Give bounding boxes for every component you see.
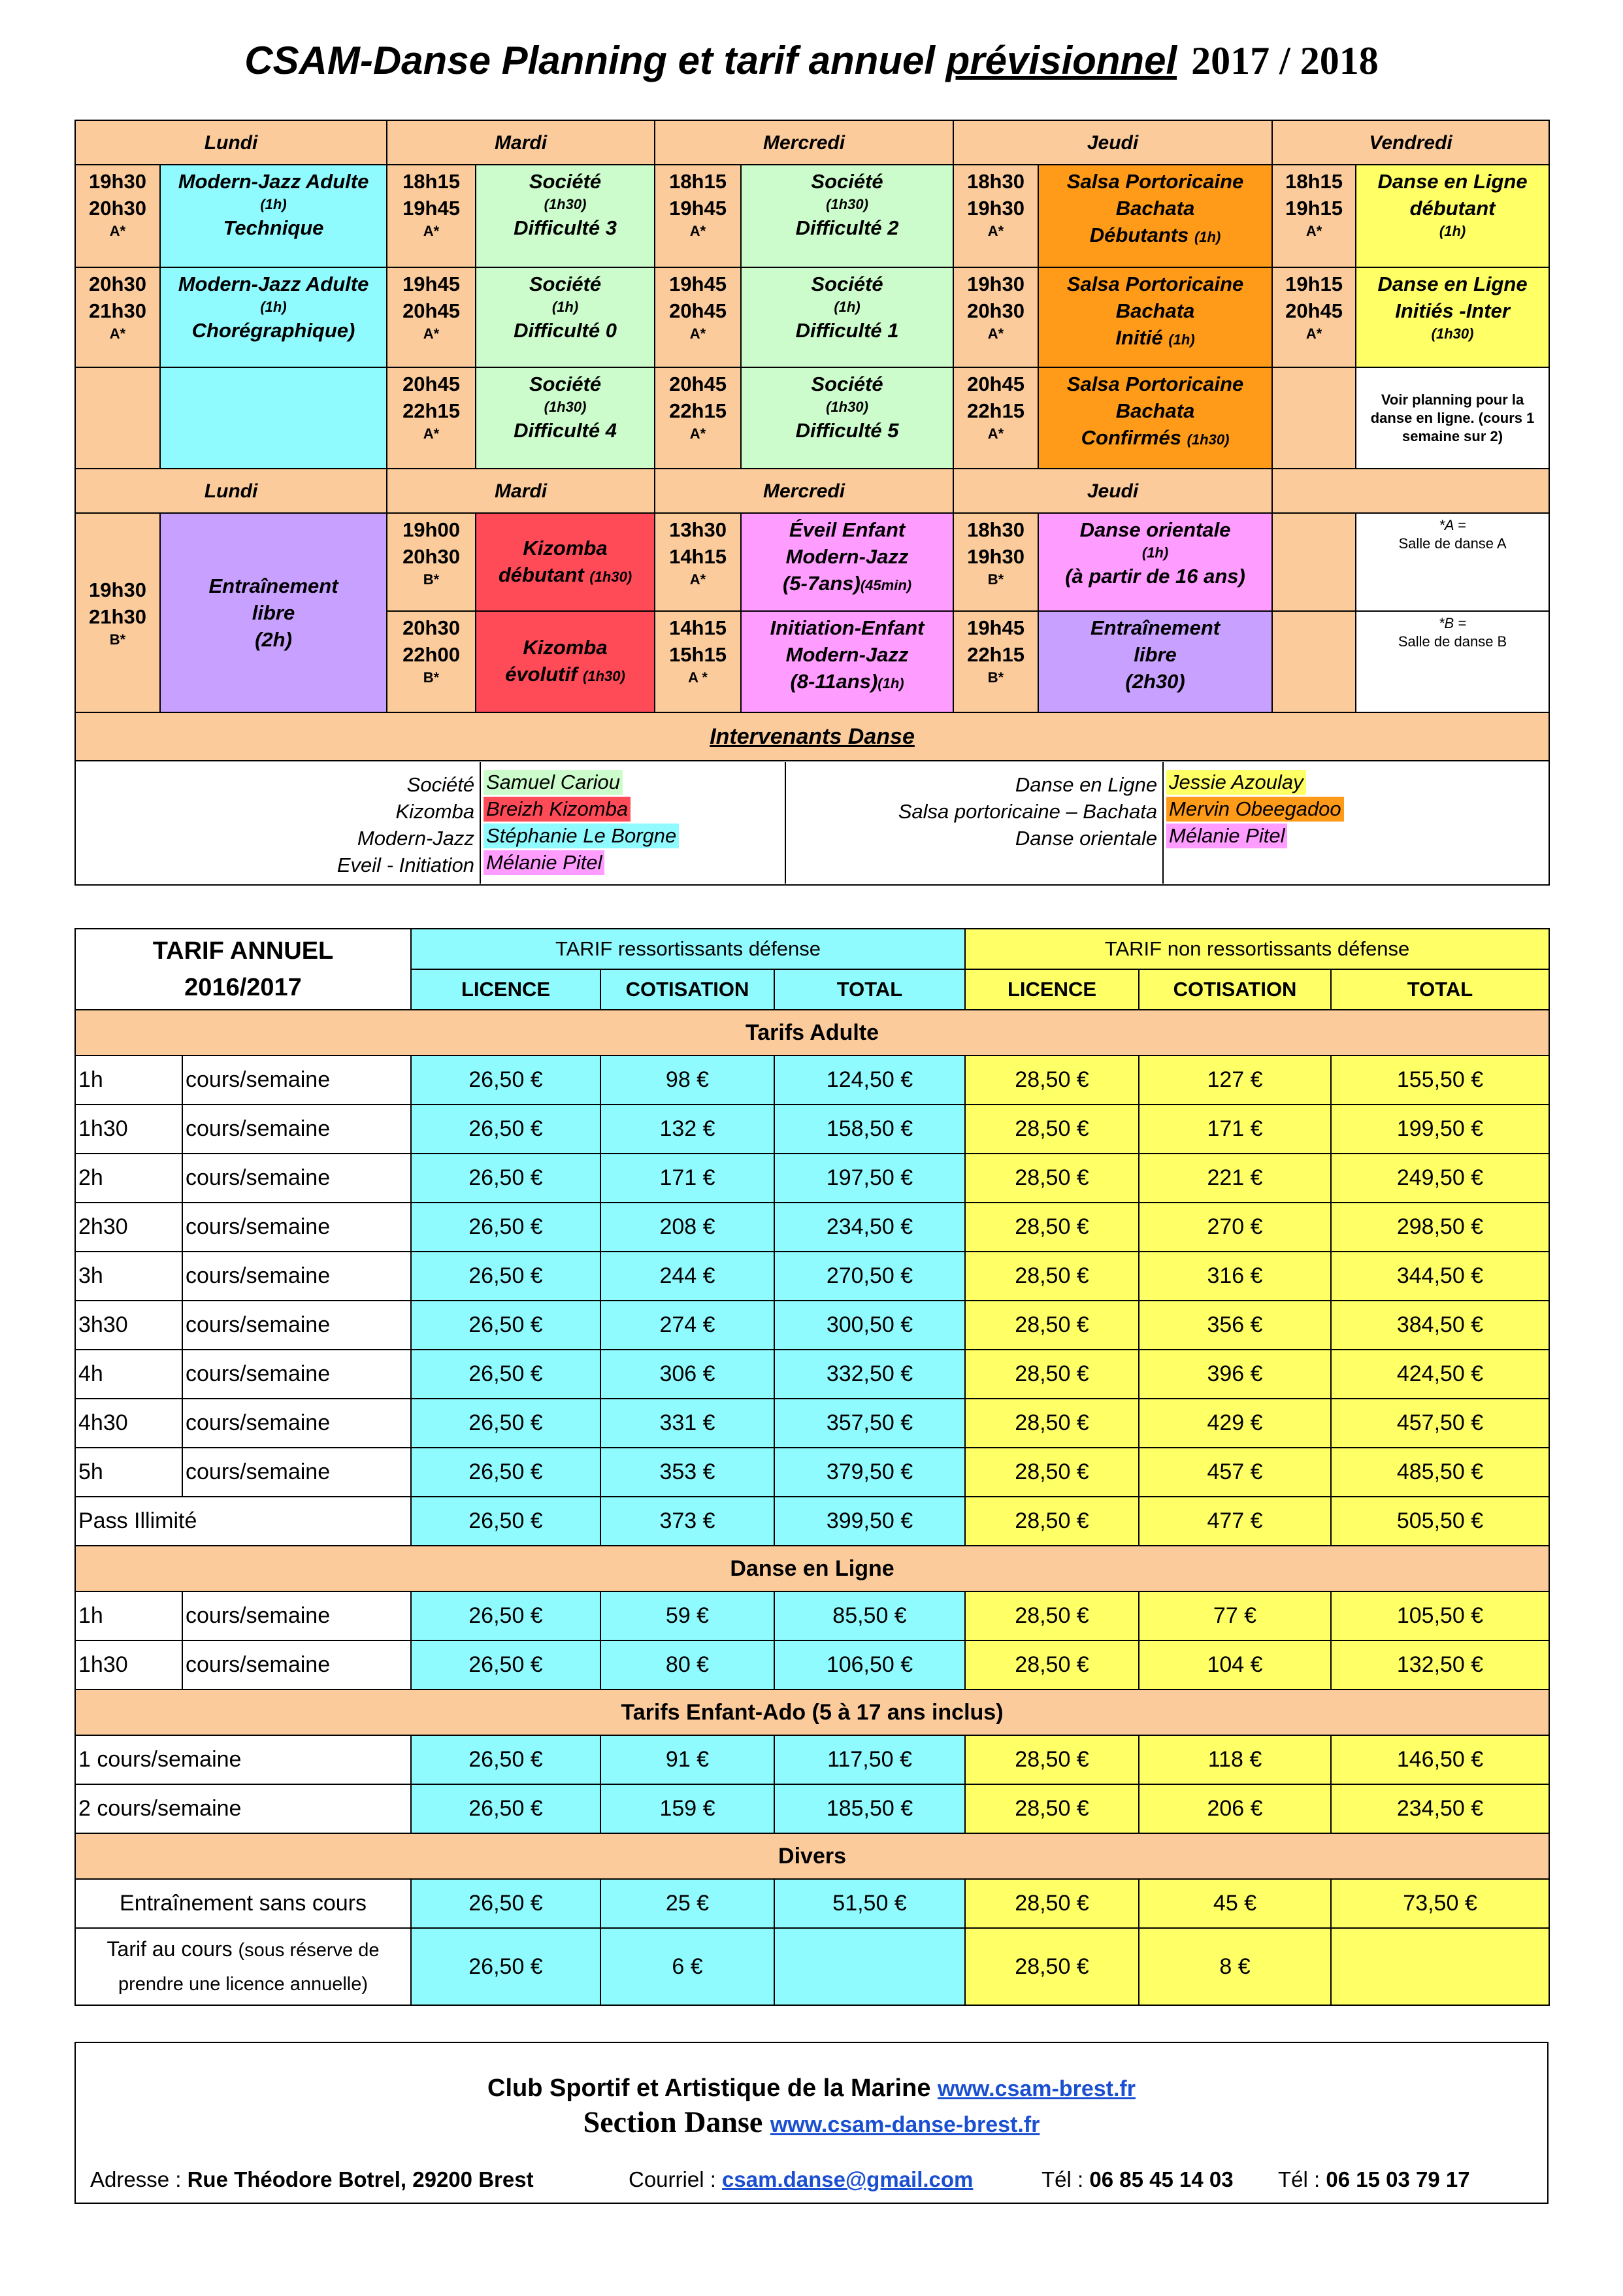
table-row bbox=[75, 1591, 1549, 1640]
col-licence: LICENCE bbox=[411, 969, 600, 1010]
tarif-value: 28,50 € bbox=[965, 1640, 1139, 1689]
table-row bbox=[75, 1448, 1549, 1497]
tarif-duration: 4h bbox=[75, 1350, 182, 1399]
tarif-value: 159 € bbox=[600, 1784, 774, 1833]
planning-table bbox=[74, 120, 1550, 886]
tarif-value: 28,50 € bbox=[965, 1784, 1139, 1833]
tarif-value: 244 € bbox=[600, 1252, 774, 1301]
col-licence: LICENCE bbox=[965, 969, 1139, 1010]
tarif-group-non-defense: TARIF non ressortissants défense bbox=[965, 929, 1549, 969]
day-header-lundi-2: Lundi bbox=[75, 469, 387, 513]
intervenant-name: Mélanie Pitel bbox=[484, 850, 604, 875]
table-row bbox=[75, 1497, 1549, 1546]
tarif-value: 457,50 € bbox=[1331, 1399, 1549, 1448]
tarif-value: 306 € bbox=[600, 1350, 774, 1399]
tarif-value: 199,50 € bbox=[1331, 1105, 1549, 1154]
time-cell: 19h15 20h45 A* bbox=[1272, 267, 1356, 367]
time-cell: 19h45 20h45 A* bbox=[655, 267, 741, 367]
table-row bbox=[75, 1735, 1549, 1784]
tarif-value: 28,50 € bbox=[965, 1497, 1139, 1546]
tarif-value: 26,50 € bbox=[411, 1784, 600, 1833]
tarif-value: 6 € bbox=[600, 1928, 774, 2005]
tarif-value: 98 € bbox=[600, 1056, 774, 1105]
tarif-value: 118 € bbox=[1139, 1735, 1331, 1784]
tarif-value: 28,50 € bbox=[965, 1154, 1139, 1203]
club-link[interactable]: www.csam-brest.fr bbox=[938, 2076, 1136, 2101]
tarif-value: 26,50 € bbox=[411, 1640, 600, 1689]
tarif-value: 384,50 € bbox=[1331, 1301, 1549, 1350]
time-cell: 18h15 19h15 A* bbox=[1272, 165, 1356, 267]
tarif-label: 2 cours/semaine bbox=[75, 1784, 411, 1833]
intervenant-name: Breizh Kizomba bbox=[484, 797, 631, 822]
tarif-value: 25 € bbox=[600, 1879, 774, 1928]
day-header-mercredi-2: Mercredi bbox=[655, 469, 953, 513]
table-row bbox=[75, 1056, 1549, 1105]
tarif-value: 399,50 € bbox=[774, 1497, 965, 1546]
tarif-unit: cours/semaine bbox=[182, 1154, 411, 1203]
tarif-value: 28,50 € bbox=[965, 1203, 1139, 1252]
course-cell: Société (1h30) Difficulté 2 bbox=[741, 165, 953, 267]
tarif-value: 106,50 € bbox=[774, 1640, 965, 1689]
day-header-jeudi-2: Jeudi bbox=[953, 469, 1272, 513]
day-header-lundi: Lundi bbox=[75, 120, 387, 165]
footer-address: Adresse : Rue Théodore Botrel, 29200 Brest bbox=[90, 2167, 534, 2191]
course-cell: Société (1h) Difficulté 0 bbox=[476, 267, 655, 367]
tarif-value: 28,50 € bbox=[965, 1591, 1139, 1640]
course-cell: Salsa Portoricaine Bachata Initié (1h) bbox=[1038, 267, 1272, 367]
course-cell: Société (1h30) Difficulté 3 bbox=[476, 165, 655, 267]
time-cell: 19h45 22h15 B* bbox=[953, 611, 1038, 712]
intervenant-name: Samuel Cariou bbox=[484, 770, 623, 795]
tarif-unit: cours/semaine bbox=[182, 1448, 411, 1497]
footer-section: Section Danse www.csam-danse-brest.fr bbox=[583, 2105, 1040, 2138]
tarif-duration: 4h30 bbox=[75, 1399, 182, 1448]
title-year: 2017 / 2018 bbox=[1191, 39, 1379, 82]
tarif-unit: cours/semaine bbox=[182, 1203, 411, 1252]
footer-club: Club Sportif et Artistique de la Marine www.csam-brest.fr bbox=[487, 2074, 1136, 2102]
day-header-mercredi: Mercredi bbox=[655, 120, 953, 165]
tarif-value: 26,50 € bbox=[411, 1252, 600, 1301]
tarif-label: Entraînement sans cours bbox=[75, 1879, 411, 1928]
time-cell: 18h30 19h30 A* bbox=[953, 165, 1038, 267]
intervenant-name: Mélanie Pitel bbox=[1166, 824, 1287, 848]
tarif-value bbox=[774, 1928, 965, 2005]
tarif-value: 28,50 € bbox=[965, 1056, 1139, 1105]
table-row bbox=[75, 1928, 1549, 2005]
tarif-section-header: Danse en Ligne bbox=[75, 1546, 1549, 1591]
tarif-unit: cours/semaine bbox=[182, 1105, 411, 1154]
table-row bbox=[75, 1350, 1549, 1399]
tarif-section-header: Divers bbox=[75, 1833, 1549, 1879]
empty-cell bbox=[160, 367, 387, 469]
course-cell: Société (1h30) Difficulté 4 bbox=[476, 367, 655, 469]
course-cell: Danse orientale (1h) (à partir de 16 ans) bbox=[1038, 513, 1272, 611]
tarif-value: 51,50 € bbox=[774, 1879, 965, 1928]
tarif-duration: 2h bbox=[75, 1154, 182, 1203]
time-cell: 18h30 19h30 B* bbox=[953, 513, 1038, 611]
tarif-duration: 3h bbox=[75, 1252, 182, 1301]
salle-b-note: *B = Salle de danse B bbox=[1356, 611, 1549, 712]
table-row bbox=[75, 1784, 1549, 1833]
empty-cell bbox=[1272, 513, 1356, 611]
tarif-value: 316 € bbox=[1139, 1252, 1331, 1301]
course-cell: Danse en Ligne Initiés -Inter (1h30) bbox=[1356, 267, 1549, 367]
tarif-value: 26,50 € bbox=[411, 1154, 600, 1203]
time-cell: 20h45 22h15 A* bbox=[655, 367, 741, 469]
tarif-value: 28,50 € bbox=[965, 1350, 1139, 1399]
tarif-value: 117,50 € bbox=[774, 1735, 965, 1784]
table-row bbox=[75, 1879, 1549, 1928]
intervenant-label: Eveil - Initiation bbox=[336, 854, 475, 876]
tarif-unit: cours/semaine bbox=[182, 1056, 411, 1105]
tarif-value: 234,50 € bbox=[1331, 1784, 1549, 1833]
time-cell: 14h15 15h15 A * bbox=[655, 611, 741, 712]
tarif-duration: 2h30 bbox=[75, 1203, 182, 1252]
tarif-value: 26,50 € bbox=[411, 1879, 600, 1928]
tarif-value: 332,50 € bbox=[774, 1350, 965, 1399]
time-cell: 20h30 22h00 B* bbox=[387, 611, 476, 712]
day-header-vendredi: Vendredi bbox=[1272, 120, 1549, 165]
course-cell: Éveil Enfant Modern-Jazz (5-7ans)(45min) bbox=[741, 513, 953, 611]
tarif-value: 26,50 € bbox=[411, 1105, 600, 1154]
time-cell: 19h00 20h30 B* bbox=[387, 513, 476, 611]
day-header-mardi-2: Mardi bbox=[387, 469, 655, 513]
title-underlined: prévisionnel bbox=[945, 39, 1177, 82]
tarif-label: Tarif au cours (sous réserve de prendre une licence annuelle) bbox=[75, 1928, 411, 2005]
footer bbox=[74, 2042, 1549, 2204]
tarif-value: 26,50 € bbox=[411, 1448, 600, 1497]
tarif-value: 357,50 € bbox=[774, 1399, 965, 1448]
tarif-value bbox=[1331, 1928, 1549, 2005]
tarif-value: 132,50 € bbox=[1331, 1640, 1549, 1689]
tarif-value: 270,50 € bbox=[774, 1252, 965, 1301]
tarif-duration: 1h bbox=[75, 1056, 182, 1105]
time-cell: 18h15 19h45 A* bbox=[387, 165, 476, 267]
tarif-value: 457 € bbox=[1139, 1448, 1331, 1497]
course-cell: Société (1h) Difficulté 1 bbox=[741, 267, 953, 367]
time-cell: 19h30 20h30 A* bbox=[953, 267, 1038, 367]
course-cell: Danse en Ligne débutant (1h) bbox=[1356, 165, 1549, 267]
course-cell: Kizomba évolutif (1h30) bbox=[476, 611, 655, 712]
course-cell: Salsa Portoricaine Bachata Débutants (1h) bbox=[1038, 165, 1272, 267]
course-cell: Modern-Jazz Adulte (1h) Chorégraphique) bbox=[160, 267, 387, 367]
tarif-value: 26,50 € bbox=[411, 1350, 600, 1399]
tarif-value: 424,50 € bbox=[1331, 1350, 1549, 1399]
course-cell: Salsa Portoricaine Bachata Confirmés (1h30) bbox=[1038, 367, 1272, 469]
time-cell: 13h30 14h15 A* bbox=[655, 513, 741, 611]
time-cell: 20h45 22h15 A* bbox=[387, 367, 476, 469]
tarif-value: 28,50 € bbox=[965, 1879, 1139, 1928]
salle-a-note: *A = Salle de danse A bbox=[1356, 513, 1549, 611]
tarif-value: 26,50 € bbox=[411, 1735, 600, 1784]
tarif-value: 206 € bbox=[1139, 1784, 1331, 1833]
tarif-section-header: Tarifs Enfant-Ado (5 à 17 ans inclus) bbox=[75, 1689, 1549, 1735]
tarif-value: 379,50 € bbox=[774, 1448, 965, 1497]
tarif-value: 185,50 € bbox=[774, 1784, 965, 1833]
tarif-value: 124,50 € bbox=[774, 1056, 965, 1105]
intervenant-name: Mervin Obeegadoo bbox=[1166, 797, 1344, 822]
tarif-value: 28,50 € bbox=[965, 1928, 1139, 2005]
tarif-table bbox=[74, 928, 1550, 2006]
time-cell: 20h45 22h15 A* bbox=[953, 367, 1038, 469]
intervenant-label: Danse en Ligne bbox=[1015, 773, 1158, 796]
title-main: CSAM-Danse Planning et tarif annuel bbox=[244, 39, 935, 82]
day-header-mardi: Mardi bbox=[387, 120, 655, 165]
tarif-duration: 3h30 bbox=[75, 1301, 182, 1350]
tarif-title: TARIF ANNUEL 2016/2017 bbox=[75, 929, 411, 1010]
tarif-value: 45 € bbox=[1139, 1879, 1331, 1928]
tarif-value: 344,50 € bbox=[1331, 1252, 1549, 1301]
tarif-value: 300,50 € bbox=[774, 1301, 965, 1350]
intervenant-label: Kizomba bbox=[395, 800, 475, 823]
tarif-value: 197,50 € bbox=[774, 1154, 965, 1203]
tarif-value: 356 € bbox=[1139, 1301, 1331, 1350]
tarif-value: 127 € bbox=[1139, 1056, 1331, 1105]
tarif-duration: 1h30 bbox=[75, 1105, 182, 1154]
tarif-value: 26,50 € bbox=[411, 1497, 600, 1546]
tarif-value: 26,50 € bbox=[411, 1591, 600, 1640]
course-cell: Société (1h30) Difficulté 5 bbox=[741, 367, 953, 469]
tarif-value: 132 € bbox=[600, 1105, 774, 1154]
tarif-unit: cours/semaine bbox=[182, 1591, 411, 1640]
footer-tel2: Tél : 06 15 03 79 17 bbox=[1278, 2167, 1470, 2191]
tarif-value: 249,50 € bbox=[1331, 1154, 1549, 1203]
tarif-value: 155,50 € bbox=[1331, 1056, 1549, 1105]
tarif-value: 28,50 € bbox=[965, 1735, 1139, 1784]
tarif-value: 208 € bbox=[600, 1203, 774, 1252]
tarif-value: 26,50 € bbox=[411, 1056, 600, 1105]
tarif-duration: 1h30 bbox=[75, 1640, 182, 1689]
tarif-value: 104 € bbox=[1139, 1640, 1331, 1689]
tarif-unit: cours/semaine bbox=[182, 1301, 411, 1350]
tarif-value: 91 € bbox=[600, 1735, 774, 1784]
table-row bbox=[75, 1640, 1549, 1689]
tarif-value: 373 € bbox=[600, 1497, 774, 1546]
table-row bbox=[75, 1399, 1549, 1448]
intervenant-label: Danse orientale bbox=[1015, 827, 1158, 850]
course-cell: Modern-Jazz Adulte (1h) Technique bbox=[160, 165, 387, 267]
tarif-group-defense: TARIF ressortissants défense bbox=[411, 929, 965, 969]
tarif-unit: cours/semaine bbox=[182, 1399, 411, 1448]
tarif-value: 234,50 € bbox=[774, 1203, 965, 1252]
course-cell: Kizomba débutant (1h30) bbox=[476, 513, 655, 611]
section-link[interactable]: www.csam-danse-brest.fr bbox=[770, 2112, 1040, 2137]
tarif-duration: 1h bbox=[75, 1591, 182, 1640]
course-cell: Entraînement libre (2h) bbox=[160, 513, 387, 712]
vendredi-note: Voir planning pour la danse en ligne. (cours 1 semaine sur 2) bbox=[1356, 367, 1549, 469]
tarif-value: 28,50 € bbox=[965, 1252, 1139, 1301]
mail-link[interactable]: csam.danse@gmail.com bbox=[722, 2167, 974, 2191]
tarif-value: 28,50 € bbox=[965, 1399, 1139, 1448]
time-cell: 20h30 21h30 A* bbox=[75, 267, 160, 367]
tarif-value: 221 € bbox=[1139, 1154, 1331, 1203]
tarif-value: 171 € bbox=[1139, 1105, 1331, 1154]
time-cell: 18h15 19h45 A* bbox=[655, 165, 741, 267]
empty-cell bbox=[1272, 367, 1356, 469]
tarif-value: 26,50 € bbox=[411, 1203, 600, 1252]
tarif-value: 396 € bbox=[1139, 1350, 1331, 1399]
tarif-value: 158,50 € bbox=[774, 1105, 965, 1154]
tarif-value: 85,50 € bbox=[774, 1591, 965, 1640]
tarif-value: 26,50 € bbox=[411, 1399, 600, 1448]
day-header-jeudi: Jeudi bbox=[953, 120, 1272, 165]
tarif-value: 77 € bbox=[1139, 1591, 1331, 1640]
footer-tel1: Tél : 06 85 45 14 03 bbox=[1041, 2167, 1234, 2191]
intervenant-label: Modern-Jazz bbox=[357, 827, 475, 850]
tarif-label: Pass Illimité bbox=[75, 1497, 411, 1546]
tarif-value: 298,50 € bbox=[1331, 1203, 1549, 1252]
tarif-value: 105,50 € bbox=[1331, 1591, 1549, 1640]
tarif-value: 73,50 € bbox=[1331, 1879, 1549, 1928]
table-row bbox=[75, 1203, 1549, 1252]
table-row bbox=[75, 1154, 1549, 1203]
tarif-value: 28,50 € bbox=[965, 1448, 1139, 1497]
table-row bbox=[75, 1105, 1549, 1154]
tarif-value: 26,50 € bbox=[411, 1928, 600, 2005]
time-cell: 19h45 20h45 A* bbox=[387, 267, 476, 367]
col-cotisation: COTISATION bbox=[600, 969, 774, 1010]
tarif-value: 353 € bbox=[600, 1448, 774, 1497]
tarif-value: 485,50 € bbox=[1331, 1448, 1549, 1497]
tarif-value: 8 € bbox=[1139, 1928, 1331, 2005]
tarif-value: 270 € bbox=[1139, 1203, 1331, 1252]
tarif-value: 171 € bbox=[600, 1154, 774, 1203]
col-total: TOTAL bbox=[1331, 969, 1549, 1010]
tarif-value: 331 € bbox=[600, 1399, 774, 1448]
tarif-value: 28,50 € bbox=[965, 1105, 1139, 1154]
tarif-label: 1 cours/semaine bbox=[75, 1735, 411, 1784]
intervenants-title: Intervenants Danse bbox=[75, 712, 1549, 761]
tarif-value: 59 € bbox=[600, 1591, 774, 1640]
tarif-unit: cours/semaine bbox=[182, 1350, 411, 1399]
footer-mail: Courriel : csam.danse@gmail.com bbox=[629, 2167, 974, 2191]
tarif-value: 477 € bbox=[1139, 1497, 1331, 1546]
tarif-value: 274 € bbox=[600, 1301, 774, 1350]
intervenants-box bbox=[75, 761, 1549, 885]
course-cell: Entraînement libre (2h30) bbox=[1038, 611, 1272, 712]
intervenant-label: Société bbox=[406, 773, 475, 796]
tarif-section-header: Tarifs Adulte bbox=[75, 1010, 1549, 1056]
tarif-value: 80 € bbox=[600, 1640, 774, 1689]
time-cell: 19h30 21h30 B* bbox=[75, 513, 160, 712]
intervenant-name: Stéphanie Le Borgne bbox=[484, 824, 679, 848]
course-cell: Initiation-Enfant Modern-Jazz (8-11ans)(1h) bbox=[741, 611, 953, 712]
tarif-unit: cours/semaine bbox=[182, 1252, 411, 1301]
col-cotisation: COTISATION bbox=[1139, 969, 1331, 1010]
col-total: TOTAL bbox=[774, 969, 965, 1010]
page-title bbox=[0, 38, 1623, 84]
intervenant-label: Salsa portoricaine – Bachata bbox=[898, 800, 1158, 823]
tarif-value: 505,50 € bbox=[1331, 1497, 1549, 1546]
empty-cell bbox=[75, 367, 160, 469]
time-cell: 19h30 20h30 A* bbox=[75, 165, 160, 267]
tarif-value: 146,50 € bbox=[1331, 1735, 1549, 1784]
empty-cell bbox=[1272, 611, 1356, 712]
table-row bbox=[75, 1252, 1549, 1301]
intervenant-name: Jessie Azoulay bbox=[1166, 770, 1306, 795]
day-header-empty bbox=[1272, 469, 1549, 513]
tarif-value: 429 € bbox=[1139, 1399, 1331, 1448]
tarif-duration: 5h bbox=[75, 1448, 182, 1497]
table-row bbox=[75, 1301, 1549, 1350]
tarif-value: 28,50 € bbox=[965, 1301, 1139, 1350]
tarif-value: 26,50 € bbox=[411, 1301, 600, 1350]
tarif-unit: cours/semaine bbox=[182, 1640, 411, 1689]
